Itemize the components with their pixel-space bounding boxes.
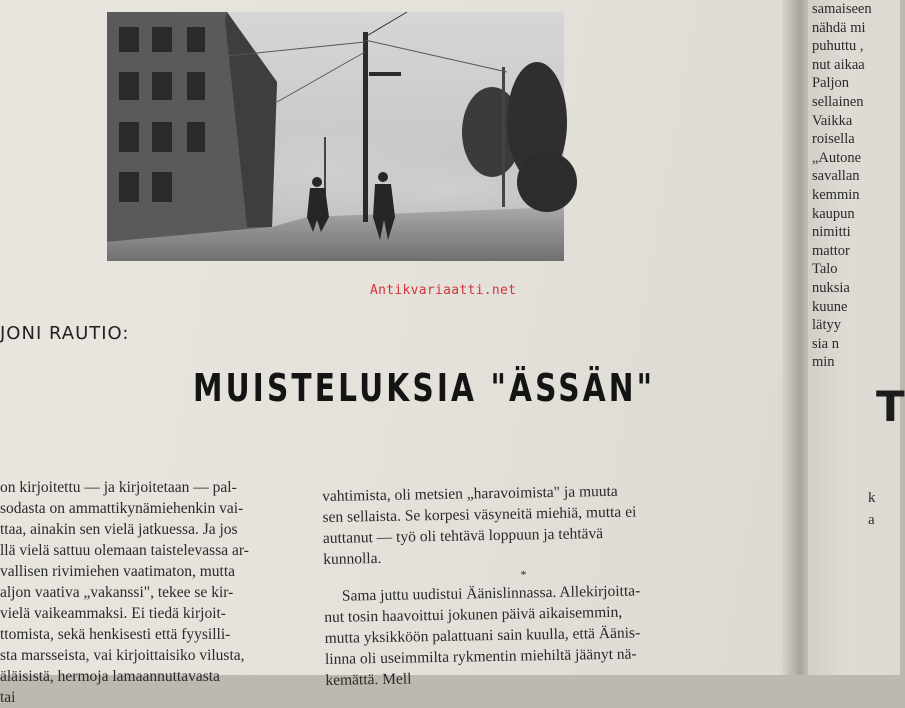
magazine-page-right xyxy=(808,0,905,675)
text-line: vahtimista, oli metsien „haravoimista" ja muuta xyxy=(322,482,618,505)
text-line: nut aikaa xyxy=(812,56,865,73)
text-line: roisella xyxy=(812,131,855,148)
text-line: min xyxy=(812,354,835,371)
text-line: ttomista, sekä henkisesti että fyysilli- xyxy=(0,626,231,643)
text-line: kaupun xyxy=(812,205,855,222)
text-line: nimitti xyxy=(812,224,851,241)
street-scene-image xyxy=(107,12,564,261)
text-line: tai xyxy=(0,689,16,706)
text-line: a xyxy=(868,512,875,528)
text-line: linna oli useimmilta rykmentin miehiltä jäänyt nä- xyxy=(324,645,637,668)
text-line: puhuttu , xyxy=(812,38,864,55)
text-line: vallisen rivimiehen vaatimaton, mutta xyxy=(0,563,236,580)
middle-text-column xyxy=(322,479,752,691)
text-line: sellainen xyxy=(812,93,864,110)
right-page-heading-fragment: T xyxy=(876,382,905,431)
text-line: nut tosin haavoittui jokunen päivä aikaisemmin, xyxy=(324,603,623,626)
text-line: savallan xyxy=(812,168,860,185)
text-line: äläisistä, hermoja lamaannuttavasta xyxy=(0,668,220,685)
text-line: ttaa, ainakin sen vielä jatkuessa. Ja jos xyxy=(0,521,238,538)
left-text-column xyxy=(0,477,300,708)
text-line: lätyy xyxy=(812,317,841,334)
text-line: nähdä mi xyxy=(812,19,866,36)
text-line: nuksia xyxy=(812,279,850,296)
war-photograph xyxy=(107,12,564,261)
text-line: aljon vaativa „vakanssi", tekee se kir- xyxy=(0,584,234,601)
text-line: auttanut — työ oli tehtävä loppuun ja tehtävä xyxy=(322,525,604,547)
watermark-text: Antikvariaatti.net xyxy=(370,283,517,298)
text-line: llä vielä sattuu olemaan taistelevassa ar- xyxy=(0,542,249,559)
text-line: mattor xyxy=(812,242,850,259)
text-line: Vaikka xyxy=(812,112,853,129)
text-line: Paljon xyxy=(812,75,850,92)
text-line: kemmin xyxy=(812,186,860,203)
article-author: JONI RAUTIO: xyxy=(0,323,130,344)
text-line: Sama juttu uudistui Äänislinnassa. Allekirjoitta- xyxy=(341,582,641,605)
text-line: kuune xyxy=(812,298,848,315)
text-line: kunnolla. xyxy=(323,549,382,568)
right-page-bottom-text xyxy=(868,487,876,531)
section-separator: * xyxy=(520,567,527,582)
article-headline: MUISTELUKSIA "ÄSSÄN" xyxy=(193,366,656,410)
text-line: samaiseen xyxy=(812,1,872,17)
text-line: sta marsseista, vai kirjoittaisiko vilusta, xyxy=(0,647,245,664)
text-line: sen sellaista. Se korpesi väsyneitä miehiä, mutta ei xyxy=(322,503,637,526)
text-line: k xyxy=(868,490,876,506)
text-line: kemättä. Mell xyxy=(325,670,412,689)
text-line: mutta yksikköön palattuani sain kuulla, että Äänis- xyxy=(324,624,641,647)
text-line: sodasta on ammattikynämiehenkin vai- xyxy=(0,500,244,517)
text-line: „Autone xyxy=(812,149,862,166)
text-line: vielä vaikeammaksi. Ei tiedä kirjoit- xyxy=(0,605,226,622)
text-line: on kirjoitettu — ja kirjoitetaan — pal- xyxy=(0,479,237,496)
right-page-text-column xyxy=(812,0,898,372)
text-line: Talo xyxy=(812,261,838,278)
text-line: sia n xyxy=(812,335,839,352)
